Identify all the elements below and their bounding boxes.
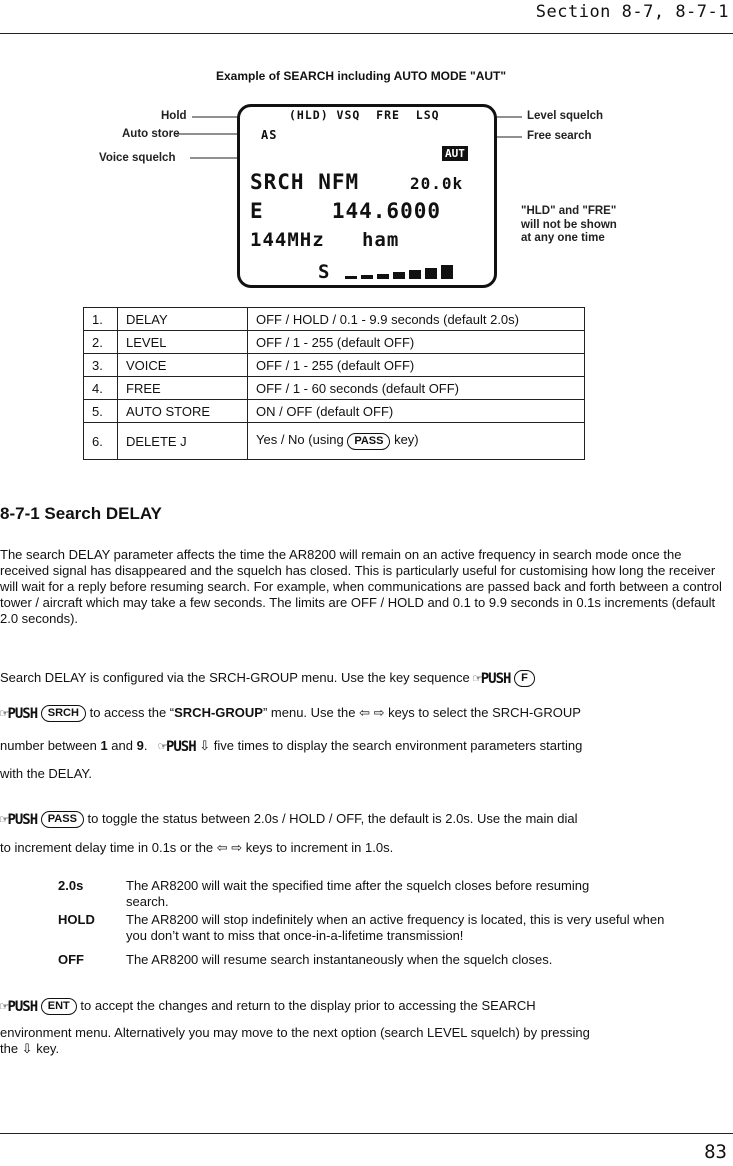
callout-free-search: Free search xyxy=(527,130,592,142)
section-header: Section 8-7, 8-7-1 xyxy=(535,2,729,22)
bold-number: 1 xyxy=(100,738,108,753)
lcd-aut-indicator: AUT xyxy=(442,146,468,161)
row-name: AUTO STORE xyxy=(118,400,248,423)
push-hand-icon: ☞PUSH xyxy=(0,998,38,1015)
row-name: DELETE J xyxy=(118,423,248,460)
option-description: The AR8200 will stop indefinitely when an active frequency is located, this is very useful when you don’t want to miss that once-in-a-lifetime transmission! xyxy=(126,912,665,943)
pass-key-icon: PASS xyxy=(41,811,84,828)
row-value: OFF / 1 - 255 (default OFF) xyxy=(248,331,585,354)
table-row xyxy=(84,423,585,460)
group-number-line xyxy=(0,738,582,755)
table-row xyxy=(84,308,585,331)
option-term: 2.0s xyxy=(58,878,84,893)
callout-level-squelch: Level squelch xyxy=(527,110,604,122)
callout-auto-store: Auto store xyxy=(122,128,180,140)
row-name: DELAY xyxy=(118,308,248,331)
paragraph-text: the ⇩ key. xyxy=(0,1041,60,1056)
paragraph-text: Search DELAY is configured via the SRCH-GROUP menu. Use the key sequence xyxy=(0,670,470,685)
option-term: OFF xyxy=(58,952,84,967)
ent-key-icon: ENT xyxy=(41,998,77,1015)
paragraph-text: to accept the changes and return to the display prior to accessing the SEARCH xyxy=(80,998,536,1013)
row-value-post: key) xyxy=(394,432,419,448)
srch-key-icon: SRCH xyxy=(41,705,86,722)
push-hand-icon: ☞PUSH xyxy=(151,738,196,755)
row-value xyxy=(248,423,585,460)
table-row xyxy=(84,331,585,354)
row-value: ON / OFF (default OFF) xyxy=(248,400,585,423)
callout-note: "HLD" and "FRE" will not be shown at any one time xyxy=(521,205,617,244)
paragraph-text: ” menu. Use the ⇦ ⇨ keys to select the SRCH-GROUP xyxy=(262,705,581,720)
option-description: The AR8200 will wait the specified time after the squelch closes before resuming search. xyxy=(126,878,590,909)
page-number: 83 xyxy=(704,1141,727,1163)
section-heading: 8-7-1 Search DELAY xyxy=(0,504,162,523)
paragraph: The search DELAY parameter affects the time the AR8200 will remain on an active frequency in search mode once the received signal has disappeared and the squelch has closed. This is particularly useful for customising how long the receiver will wait for a reply before resuming search. For example, when communications are passed back and forth between a control tower / aircraft which may take a few seconds. The limits are OFF / HOLD and 0.1 to 9.9 seconds in 0.1s increments (default 2.0 seconds). xyxy=(0,547,722,626)
option-term: HOLD xyxy=(58,912,95,927)
pass-key-icon: PASS xyxy=(347,433,390,450)
row-name: FREE xyxy=(118,377,248,400)
row-number: 5. xyxy=(84,400,118,423)
paragraph-text: to increment delay time in 0.1s or the ⇦ ⇨ keys to increment in 1.0s. xyxy=(0,840,394,855)
figure-title: Example of SEARCH including AUTO MODE "AUT" xyxy=(216,69,507,83)
row-value: OFF / HOLD / 0.1 - 9.9 seconds (default 2.0s) xyxy=(248,308,585,331)
table-row xyxy=(84,377,585,400)
table-row xyxy=(84,354,585,377)
lcd-line-3: 144MHz ham xyxy=(250,229,400,251)
lcd-step: 20.0k xyxy=(410,174,464,193)
row-name: LEVEL xyxy=(118,331,248,354)
row-name: VOICE xyxy=(118,354,248,377)
footer-rule xyxy=(0,1133,733,1134)
lcd-line-2: E 144.6000 xyxy=(250,199,442,223)
delay-description xyxy=(0,547,728,627)
f-key-icon: F xyxy=(514,670,535,687)
lcd-line-1: SRCH NFM xyxy=(250,170,373,194)
row-number: 1. xyxy=(84,308,118,331)
lcd-auto-store: AS xyxy=(261,128,278,142)
paragraph-text: number between xyxy=(0,738,101,753)
paragraph-text: ⇩ five times to display the search environment parameters starting xyxy=(199,738,583,753)
menu-name: SRCH-GROUP xyxy=(174,705,263,720)
search-parameters-table xyxy=(83,307,585,460)
push-hand-icon: ☞PUSH xyxy=(0,811,38,828)
ent-accept-line xyxy=(0,998,536,1015)
bold-number: 9 xyxy=(136,738,144,753)
row-number: 3. xyxy=(84,354,118,377)
callout-voice-squelch: Voice squelch xyxy=(99,152,176,164)
signal-bars-icon xyxy=(345,264,465,280)
pass-toggle-line xyxy=(0,811,577,828)
row-value: OFF / 1 - 255 (default OFF) xyxy=(248,354,585,377)
row-number: 6. xyxy=(84,423,118,460)
srch-group-line xyxy=(0,705,581,722)
table-row xyxy=(84,400,585,423)
paragraph-text: and xyxy=(107,738,137,753)
row-number: 4. xyxy=(84,377,118,400)
paragraph-text: . xyxy=(143,738,148,753)
option-description: The AR8200 will resume search instantaneously when the squelch closes. xyxy=(126,952,553,967)
lcd-signal-label: S xyxy=(318,261,330,283)
paragraph-text: to toggle the status between 2.0s / HOLD / OFF, the default is 2.0s. Use the main dial xyxy=(87,811,578,826)
push-hand-icon: ☞PUSH xyxy=(0,705,38,722)
push-hand-icon: ☞PUSH xyxy=(473,670,511,687)
row-value-pre: Yes / No (using xyxy=(256,432,344,448)
paragraph-text: environment menu. Alternatively you may move to the next option (search LEVEL squelch) by pressing xyxy=(0,1025,590,1040)
key-sequence-line xyxy=(0,670,535,687)
lcd-status-row: (HLD) VSQ FRE LSQ xyxy=(289,108,440,122)
paragraph-text: to access the “ xyxy=(89,705,175,720)
callout-hold: Hold xyxy=(161,110,187,122)
paragraph-text: with the DELAY. xyxy=(0,766,93,781)
row-number: 2. xyxy=(84,331,118,354)
row-value: OFF / 1 - 60 seconds (default OFF) xyxy=(248,377,585,400)
